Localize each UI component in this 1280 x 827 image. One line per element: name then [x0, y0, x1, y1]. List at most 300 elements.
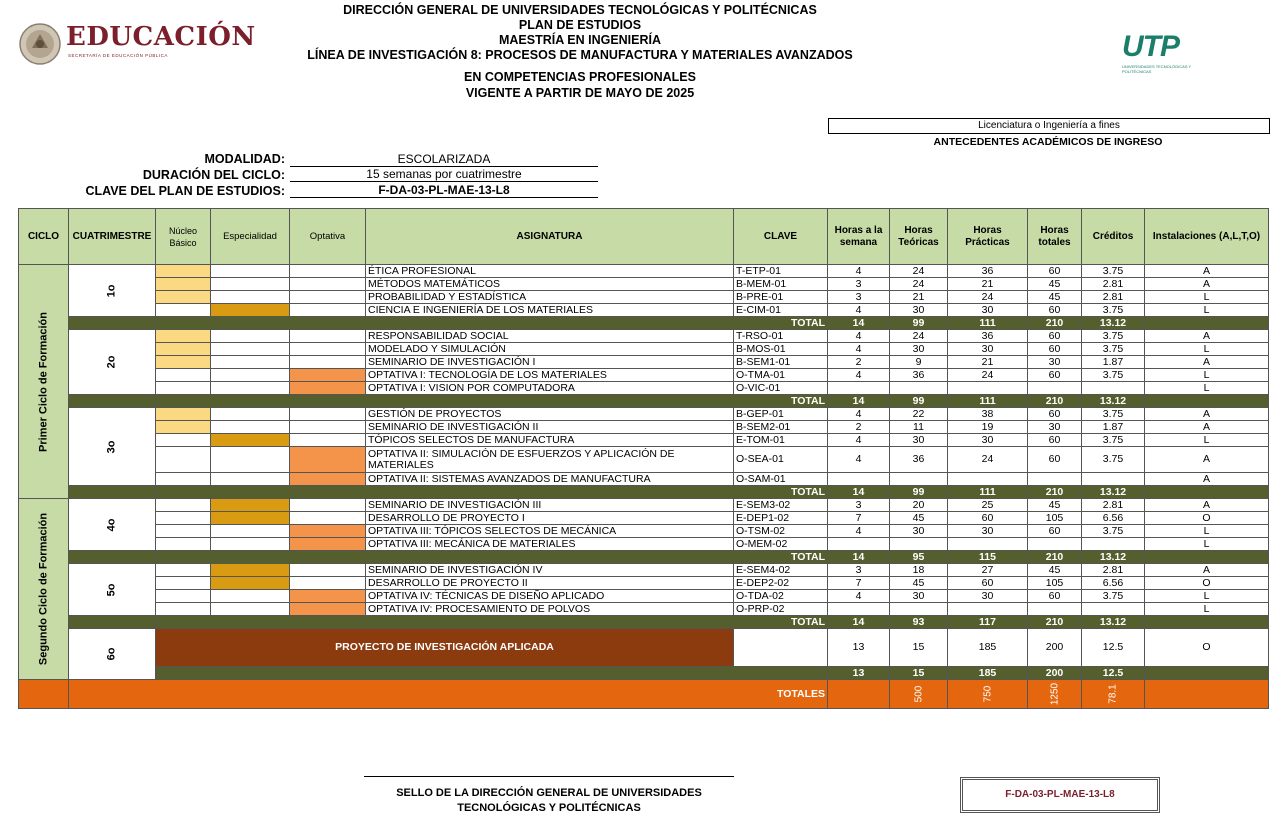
- creditos-cell: 3.75: [1082, 434, 1145, 447]
- clave-cell: [734, 629, 828, 667]
- instalaciones-cell: L: [1145, 525, 1269, 538]
- creditos-cell: 1.87: [1082, 421, 1145, 434]
- col-horas-totales: Horas totales: [1028, 209, 1082, 265]
- clave-cell: E-DEP2-02: [734, 577, 828, 590]
- table-row: [19, 434, 1269, 447]
- total-horas-totales: 210: [1028, 395, 1082, 408]
- totales-instalaciones: [1145, 680, 1269, 709]
- table-row: [19, 343, 1269, 356]
- col-nucleo: Núcleo Básico: [156, 209, 211, 265]
- col-creditos: Créditos: [1082, 209, 1145, 265]
- optativa-marker: [290, 330, 366, 343]
- header-title-4: LÍNEA DE INVESTIGACIÓN 8: PROCESOS DE MANUFACTURA Y MATERIALES AVANZADOS: [307, 48, 853, 62]
- especialidad-marker: [211, 538, 290, 551]
- ingreso-label: ANTECEDENTES ACADÉMICOS DE INGRESO: [933, 136, 1163, 148]
- horas-teoricas-cell: 45: [890, 512, 948, 525]
- horas-teoricas-cell: 21: [890, 291, 948, 304]
- horas-practicas-cell: 30: [948, 590, 1028, 603]
- nucleo-marker: [156, 447, 211, 473]
- col-horas-semana: Horas a la semana: [828, 209, 890, 265]
- instalaciones-cell: A: [1145, 473, 1269, 486]
- cuatrimestre-label: 2o: [105, 355, 118, 369]
- plan-table: [18, 208, 1269, 709]
- instalaciones-cell: L: [1145, 291, 1269, 304]
- especialidad-marker: [211, 408, 290, 421]
- horas-teoricas-cell: 45: [890, 577, 948, 590]
- horas-totales-cell: 200: [1028, 629, 1082, 667]
- table-header-row: [19, 209, 1269, 265]
- totales-horas-totales: [1028, 680, 1082, 709]
- horas-teoricas-cell: 22: [890, 408, 948, 421]
- ciclo-label: Primer Ciclo de Formación: [37, 311, 49, 452]
- nucleo-marker: [156, 421, 211, 434]
- creditos-cell: 6.56: [1082, 577, 1145, 590]
- asignatura-name: SEMINARIO DE INVESTIGACIÓN III: [366, 499, 734, 512]
- especialidad-marker: [211, 382, 290, 395]
- creditos-cell: 3.75: [1082, 265, 1145, 278]
- totales-horas-practicas-value: 750: [982, 685, 993, 703]
- horas-teoricas-cell: [890, 473, 948, 486]
- total-horas-practicas: 111: [948, 317, 1028, 330]
- horas-semana-cell: 3: [828, 278, 890, 291]
- instalaciones-cell: O: [1145, 629, 1269, 667]
- creditos-cell: 3.75: [1082, 408, 1145, 421]
- totales-horas-teoricas: [890, 680, 948, 709]
- optativa-marker: [290, 590, 366, 603]
- optativa-marker: [290, 369, 366, 382]
- total-horas-teoricas: 99: [890, 395, 948, 408]
- col-instalaciones: Instalaciones (A,L,T,O): [1145, 209, 1269, 265]
- duracion-label: DURACIÓN DEL CICLO:: [142, 168, 285, 182]
- asignatura-name: PROBABILIDAD Y ESTADÍSTICA: [366, 291, 734, 304]
- total-row: [19, 616, 1269, 629]
- duracion-value: 15 semanas por cuatrimestre: [290, 168, 598, 182]
- horas-practicas-cell: 24: [948, 291, 1028, 304]
- sello-signature-line: [364, 776, 734, 777]
- clave-cell: E-SEM4-02: [734, 564, 828, 577]
- especialidad-marker: [211, 499, 290, 512]
- nucleo-marker: [156, 291, 211, 304]
- clave-plan-value: F-DA-03-PL-MAE-13-L8: [290, 184, 598, 198]
- creditos-cell: 2.81: [1082, 278, 1145, 291]
- nucleo-marker: [156, 603, 211, 616]
- total-horas-totales: 200: [1028, 667, 1082, 680]
- horas-teoricas-cell: 30: [890, 343, 948, 356]
- total-horas-semana: 14: [828, 486, 890, 499]
- creditos-cell: [1082, 603, 1145, 616]
- horas-practicas-cell: 19: [948, 421, 1028, 434]
- asignatura-name: OPTATIVA II: SIMULACIÓN DE ESFUERZOS Y APLICACIÓN DE MATERIALES: [366, 447, 734, 473]
- instalaciones-cell: A: [1145, 499, 1269, 512]
- horas-practicas-cell: 30: [948, 525, 1028, 538]
- instalaciones-cell: L: [1145, 382, 1269, 395]
- horas-semana-cell: [828, 473, 890, 486]
- clave-cell: E-TOM-01: [734, 434, 828, 447]
- creditos-cell: 2.81: [1082, 499, 1145, 512]
- horas-practicas-cell: 36: [948, 265, 1028, 278]
- horas-teoricas-cell: 30: [890, 304, 948, 317]
- nucleo-marker: [156, 265, 211, 278]
- totales-creditos: [1082, 680, 1145, 709]
- horas-semana-cell: 3: [828, 564, 890, 577]
- instalaciones-cell: L: [1145, 603, 1269, 616]
- horas-totales-cell: 60: [1028, 525, 1082, 538]
- table-row: [19, 447, 1269, 473]
- optativa-marker: [290, 499, 366, 512]
- horas-semana-cell: 3: [828, 499, 890, 512]
- horas-practicas-cell: 24: [948, 369, 1028, 382]
- table-row: [19, 512, 1269, 525]
- total-horas-semana: 14: [828, 395, 890, 408]
- cuatrimestre-cell: [69, 408, 156, 486]
- header-title-3: MAESTRÍA EN INGENIERÍA: [498, 33, 662, 47]
- optativa-marker: [290, 421, 366, 434]
- optativa-marker: [290, 603, 366, 616]
- table-row: [19, 421, 1269, 434]
- nucleo-marker: [156, 304, 211, 317]
- optativa-marker: [290, 473, 366, 486]
- col-optativa: Optativa: [290, 209, 366, 265]
- instalaciones-cell: L: [1145, 369, 1269, 382]
- especialidad-marker: [211, 304, 290, 317]
- optativa-marker: [290, 291, 366, 304]
- horas-semana-cell: [828, 603, 890, 616]
- clave-cell: O-VIC-01: [734, 382, 828, 395]
- horas-practicas-cell: 38: [948, 408, 1028, 421]
- header-title-6: VIGENTE A PARTIR DE MAYO DE 2025: [465, 86, 695, 100]
- asignatura-name: SEMINARIO DE INVESTIGACIÓN I: [366, 356, 734, 369]
- eagle-seal-icon: [18, 22, 62, 66]
- horas-totales-cell: 30: [1028, 421, 1082, 434]
- cuatrimestre-cell: [69, 265, 156, 317]
- instalaciones-cell: A: [1145, 278, 1269, 291]
- clave-cell: O-TDA-02: [734, 590, 828, 603]
- horas-totales-cell: 45: [1028, 499, 1082, 512]
- instalaciones-cell: O: [1145, 577, 1269, 590]
- horas-totales-cell: [1028, 603, 1082, 616]
- horas-teoricas-cell: 36: [890, 369, 948, 382]
- table-row: [19, 525, 1269, 538]
- cuatrimestre-label: 5o: [105, 583, 118, 596]
- total-horas-semana: 14: [828, 317, 890, 330]
- asignatura-name: DESARROLLO DE PROYECTO I: [366, 512, 734, 525]
- horas-totales-cell: 60: [1028, 304, 1082, 317]
- especialidad-marker: [211, 278, 290, 291]
- optativa-marker: [290, 564, 366, 577]
- total-spacer: [69, 616, 156, 629]
- asignatura-name: RESPONSABILIDAD SOCIAL: [366, 330, 734, 343]
- total-instalaciones: [1145, 551, 1269, 564]
- total-creditos: 13.12: [1082, 616, 1145, 629]
- especialidad-marker: [211, 512, 290, 525]
- creditos-cell: 6.56: [1082, 512, 1145, 525]
- horas-practicas-cell: 60: [948, 512, 1028, 525]
- horas-practicas-cell: [948, 473, 1028, 486]
- especialidad-marker: [211, 434, 290, 447]
- horas-practicas-cell: 21: [948, 356, 1028, 369]
- horas-teoricas-cell: 15: [890, 629, 948, 667]
- asignatura-name: DESARROLLO DE PROYECTO II: [366, 577, 734, 590]
- modalidad-value: ESCOLARIZADA: [290, 153, 598, 167]
- cuatrimestre-label: 6o: [105, 647, 118, 661]
- total-creditos: 13.12: [1082, 551, 1145, 564]
- col-especialidad: Especialidad: [211, 209, 290, 265]
- instalaciones-cell: L: [1145, 434, 1269, 447]
- clave-cell: B-SEM1-01: [734, 356, 828, 369]
- optativa-marker: [290, 512, 366, 525]
- optativa-marker: [290, 447, 366, 473]
- horas-semana-cell: 4: [828, 434, 890, 447]
- creditos-cell: 3.75: [1082, 330, 1145, 343]
- instalaciones-cell: L: [1145, 304, 1269, 317]
- header-title-2: PLAN DE ESTUDIOS: [518, 18, 642, 32]
- total-horas-practicas: 111: [948, 395, 1028, 408]
- horas-semana-cell: [828, 382, 890, 395]
- horas-teoricas-cell: 36: [890, 447, 948, 473]
- total-instalaciones: [1145, 317, 1269, 330]
- totales-label: TOTALES: [69, 680, 828, 709]
- clave-cell: B-MEM-01: [734, 278, 828, 291]
- asignatura-name: OPTATIVA III: MECÁNICA DE MATERIALES: [366, 538, 734, 551]
- total-horas-totales: 210: [1028, 317, 1082, 330]
- total-creditos: 13.12: [1082, 317, 1145, 330]
- table-row: [19, 473, 1269, 486]
- instalaciones-cell: A: [1145, 447, 1269, 473]
- horas-totales-cell: 60: [1028, 447, 1082, 473]
- total-label: TOTAL: [156, 616, 828, 629]
- especialidad-marker: [211, 343, 290, 356]
- clave-cell: T-ETP-01: [734, 265, 828, 278]
- nucleo-marker: [156, 369, 211, 382]
- horas-semana-cell: 4: [828, 343, 890, 356]
- especialidad-marker: [211, 369, 290, 382]
- asignatura-name: SEMINARIO DE INVESTIGACIÓN II: [366, 421, 734, 434]
- ciclo-cell: [19, 265, 69, 499]
- cuatrimestre-cell: [69, 629, 156, 680]
- instalaciones-cell: L: [1145, 538, 1269, 551]
- clave-plan-label: CLAVE DEL PLAN DE ESTUDIOS:: [85, 184, 285, 198]
- sep-logo: [18, 22, 256, 66]
- horas-practicas-cell: 36: [948, 330, 1028, 343]
- horas-practicas-cell: 24: [948, 447, 1028, 473]
- horas-totales-cell: 60: [1028, 434, 1082, 447]
- sello-line-1: SELLO DE LA DIRECCIÓN GENERAL DE UNIVERSIDADES: [396, 787, 702, 799]
- horas-semana-cell: 4: [828, 408, 890, 421]
- total-creditos: 13.12: [1082, 486, 1145, 499]
- total-row: [19, 395, 1269, 408]
- total-label: TOTAL: [156, 317, 828, 330]
- creditos-cell: [1082, 382, 1145, 395]
- creditos-cell: 3.75: [1082, 369, 1145, 382]
- especialidad-marker: [211, 330, 290, 343]
- sep-logo-subtitle: SECRETARÍA DE EDUCACIÓN PÚBLICA: [68, 53, 168, 58]
- proyecto-name: PROYECTO DE INVESTIGACIÓN APLICADA: [156, 629, 734, 667]
- horas-totales-cell: 60: [1028, 265, 1082, 278]
- total-horas-teoricas: 15: [890, 667, 948, 680]
- horas-teoricas-cell: 24: [890, 265, 948, 278]
- total-horas-practicas: 117: [948, 616, 1028, 629]
- horas-teoricas-cell: [890, 538, 948, 551]
- total-label: TOTAL: [156, 486, 828, 499]
- totales-row: [19, 680, 1269, 709]
- horas-teoricas-cell: 24: [890, 278, 948, 291]
- horas-semana-cell: 3: [828, 291, 890, 304]
- nucleo-marker: [156, 408, 211, 421]
- col-horas-teoricas: Horas Teóricas: [890, 209, 948, 265]
- totales-horas-semana: [828, 680, 890, 709]
- especialidad-marker: [211, 473, 290, 486]
- cuatrimestre-cell: [69, 330, 156, 395]
- horas-semana-cell: 2: [828, 421, 890, 434]
- totales-horas-practicas: [948, 680, 1028, 709]
- total-spacer: [69, 395, 156, 408]
- instalaciones-cell: A: [1145, 408, 1269, 421]
- table-row: [19, 564, 1269, 577]
- table-row: [19, 590, 1269, 603]
- asignatura-name: OPTATIVA III: TÓPICOS SELECTOS DE MECÁNICA: [366, 525, 734, 538]
- horas-teoricas-cell: [890, 382, 948, 395]
- col-clave: CLAVE: [734, 209, 828, 265]
- horas-teoricas-cell: 9: [890, 356, 948, 369]
- instalaciones-cell: A: [1145, 421, 1269, 434]
- utp-logo: [1118, 30, 1213, 74]
- instalaciones-cell: A: [1145, 330, 1269, 343]
- creditos-cell: 3.75: [1082, 304, 1145, 317]
- cuatrimestre-label: 1o: [105, 284, 118, 297]
- asignatura-name: MODELADO Y SIMULACIÓN: [366, 343, 734, 356]
- total-spacer: [69, 551, 156, 564]
- asignatura-name: OPTATIVA I: TECNOLOGÍA DE LOS MATERIALES: [366, 369, 734, 382]
- especialidad-marker: [211, 577, 290, 590]
- col-cuatrimestre: CUATRIMESTRE: [69, 209, 156, 265]
- table-row: [19, 265, 1269, 278]
- nucleo-marker: [156, 590, 211, 603]
- horas-semana-cell: 4: [828, 330, 890, 343]
- utp-logo-word: UTP: [1122, 30, 1179, 63]
- horas-totales-cell: 105: [1028, 512, 1082, 525]
- creditos-cell: [1082, 538, 1145, 551]
- creditos-cell: 2.81: [1082, 291, 1145, 304]
- cuatrimestre-cell: [69, 499, 156, 551]
- horas-practicas-cell: [948, 382, 1028, 395]
- especialidad-marker: [211, 447, 290, 473]
- total-row: [19, 317, 1269, 330]
- asignatura-name: TÓPICOS SELECTOS DE MANUFACTURA: [366, 434, 734, 447]
- horas-totales-cell: [1028, 538, 1082, 551]
- horas-teoricas-cell: 20: [890, 499, 948, 512]
- footer-clave-box: F-DA-03-PL-MAE-13-L8: [960, 777, 1160, 813]
- instalaciones-cell: A: [1145, 356, 1269, 369]
- horas-semana-cell: [828, 538, 890, 551]
- horas-teoricas-cell: 30: [890, 434, 948, 447]
- total-instalaciones: [1145, 616, 1269, 629]
- clave-cell: O-SAM-01: [734, 473, 828, 486]
- creditos-cell: 3.75: [1082, 590, 1145, 603]
- header-title-5: EN COMPETENCIAS PROFESIONALES: [464, 70, 696, 84]
- especialidad-marker: [211, 525, 290, 538]
- ingreso-box: Licenciatura o Ingeniería a fines: [828, 118, 1270, 134]
- optativa-marker: [290, 304, 366, 317]
- total-horas-practicas: 185: [948, 667, 1028, 680]
- asignatura-name: OPTATIVA IV: TÉCNICAS DE DISEÑO APLICADO: [366, 590, 734, 603]
- optativa-marker: [290, 538, 366, 551]
- total-label: TOTAL: [156, 551, 828, 564]
- optativa-marker: [290, 434, 366, 447]
- clave-cell: B-GEP-01: [734, 408, 828, 421]
- clave-cell: B-MOS-01: [734, 343, 828, 356]
- clave-cell: O-PRP-02: [734, 603, 828, 616]
- table-row: [19, 304, 1269, 317]
- horas-totales-cell: 45: [1028, 564, 1082, 577]
- utp-logo-subtitle: UNIVERSIDADES TECNOLÓGICAS Y POLITÉCNICAS: [1122, 64, 1192, 74]
- asignatura-name: MÉTODOS MATEMÁTICOS: [366, 278, 734, 291]
- table-row: [19, 603, 1269, 616]
- totales-horas-teoricas-value: 500: [913, 685, 924, 703]
- table-row: [19, 499, 1269, 512]
- total-horas-practicas: 111: [948, 486, 1028, 499]
- total-horas-teoricas: 95: [890, 551, 948, 564]
- col-horas-practicas: Horas Prácticas: [948, 209, 1028, 265]
- total-horas-totales: 210: [1028, 551, 1082, 564]
- total-horas-semana: 13: [828, 667, 890, 680]
- horas-totales-cell: 105: [1028, 577, 1082, 590]
- nucleo-marker: [156, 434, 211, 447]
- total-creditos: 12.5: [1082, 667, 1145, 680]
- horas-semana-cell: 4: [828, 369, 890, 382]
- nucleo-marker: [156, 525, 211, 538]
- nucleo-marker: [156, 499, 211, 512]
- especialidad-marker: [211, 590, 290, 603]
- total-creditos: 13.12: [1082, 395, 1145, 408]
- horas-semana-cell: 2: [828, 356, 890, 369]
- table-row: [19, 538, 1269, 551]
- horas-teoricas-cell: 30: [890, 525, 948, 538]
- instalaciones-cell: A: [1145, 265, 1269, 278]
- horas-totales-cell: 60: [1028, 408, 1082, 421]
- especialidad-marker: [211, 356, 290, 369]
- nucleo-marker: [156, 538, 211, 551]
- horas-practicas-cell: 30: [948, 434, 1028, 447]
- horas-teoricas-cell: 18: [890, 564, 948, 577]
- horas-practicas-cell: 30: [948, 304, 1028, 317]
- instalaciones-cell: L: [1145, 343, 1269, 356]
- creditos-cell: 1.87: [1082, 356, 1145, 369]
- especialidad-marker: [211, 564, 290, 577]
- total-label: TOTAL: [156, 395, 828, 408]
- horas-totales-cell: 60: [1028, 343, 1082, 356]
- horas-teoricas-cell: [890, 603, 948, 616]
- optativa-marker: [290, 525, 366, 538]
- sello-caption: [364, 786, 734, 816]
- table-row: [19, 356, 1269, 369]
- asignatura-name: OPTATIVA II: SISTEMAS AVANZADOS DE MANUFACTURA: [366, 473, 734, 486]
- nucleo-marker: [156, 356, 211, 369]
- total-instalaciones: [1145, 395, 1269, 408]
- horas-semana-cell: 7: [828, 577, 890, 590]
- horas-practicas-cell: [948, 603, 1028, 616]
- nucleo-marker: [156, 564, 211, 577]
- horas-semana-cell: 4: [828, 304, 890, 317]
- horas-semana-cell: 4: [828, 590, 890, 603]
- table-row: [19, 278, 1269, 291]
- clave-cell: O-MEM-02: [734, 538, 828, 551]
- totales-horas-totales-value: 1250: [1049, 682, 1060, 706]
- horas-totales-cell: [1028, 382, 1082, 395]
- creditos-cell: 3.75: [1082, 343, 1145, 356]
- cuatrimestre-label: 3o: [105, 440, 118, 453]
- total-horas-practicas: 115: [948, 551, 1028, 564]
- horas-totales-cell: 45: [1028, 278, 1082, 291]
